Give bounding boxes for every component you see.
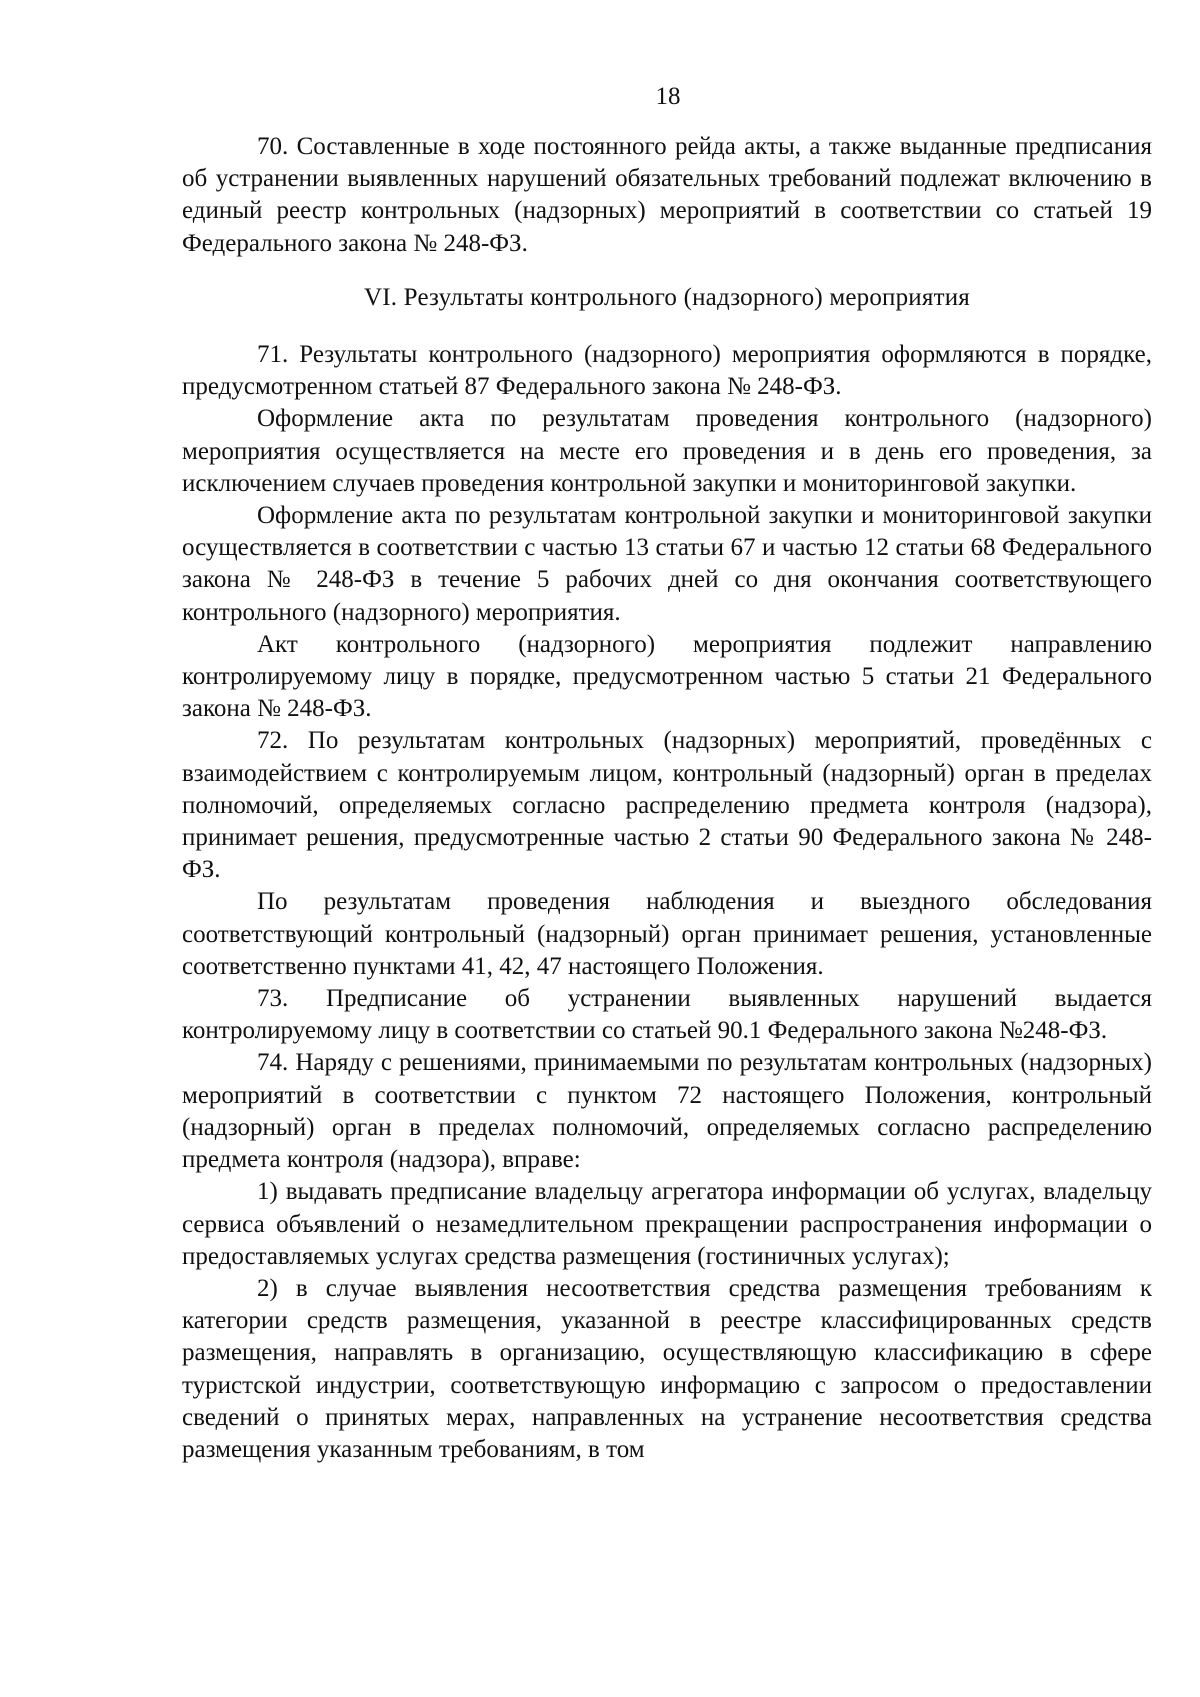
- paragraph-70: 70. Составленные в ходе постоянного рейда акты, а также выданные предписания об устранении выявленных нарушений обязательных требований подлежат включению в единый реестр контрольных (надзорных) мероприятий в соответствии со статьей 19 Федерального закона № 248-ФЗ.: [182, 133, 1152, 257]
- paragraph-71-act-execution: Оформление акта по результатам проведения контрольного (надзорного) мероприятия осуществляется на месте его проведения и в день его проведения, за исключением случаев проведения контрольной закупки и мониторинговой закупки.: [182, 405, 1152, 497]
- paragraph-71-purchase-act: Оформление акта по результатам контрольной закупки и мониторинговой закупки осуществляется в соответствии с частью 13 статьи 67 и частью 12 статьи 68 Федерального закона № 248-ФЗ в течение 5 рабочих дней со дня окончания соответствующего контрольного (надзорного) мероприятия.: [182, 502, 1152, 626]
- paragraph-73: 73. Предписание об устранении выявленных нарушений выдается контролируемому лицу в соответствии со статьей 90.1 Федерального закона №248-ФЗ.: [182, 985, 1152, 1045]
- paragraph-74: 74. Наряду с решениями, принимаемыми по результатам контрольных (надзорных) мероприятий в соответствии с пунктом 72 настоящего Положения, контрольный (надзорный) орган в пределах полномочий, определяемых согласно распределению предмета контроля (надзора), вправе:: [182, 1049, 1152, 1174]
- paragraph-71-act-delivery: Акт контрольного (надзорного) мероприятия подлежит направлению контролируемому лицу в порядке, предусмотренном частью 5 статьи 21 Федерального закона № 248-ФЗ.: [182, 630, 1152, 723]
- document-body: [182, 131, 1152, 1466]
- page-number: 18: [655, 83, 681, 110]
- paragraph-74-item-1: 1) выдавать предписание владельцу агрегатора информации об услугах, владельцу сервиса объявлений о незамедлительном прекращении распространения информации о предоставляемых услугах средства размещения (гостиничных услугах);: [182, 1178, 1152, 1270]
- section-heading: VI. Результаты контрольного (надзорного) мероприятия: [364, 283, 970, 311]
- paragraph-72-observation: По результатам проведения наблюдения и выездного обследования соответствующий контрольный (надзорный) орган принимает решения, установленные соответственно пунктами 41, 42, 47 настоящего Положения.: [182, 888, 1152, 980]
- paragraph-72: 72. По результатам контрольных (надзорных) мероприятий, проведённых с взаимодействием с контролируемым лицом, контрольный (надзорный) орган в пределах полномочий, определяемых согласно распределению предмета контроля (надзора), принимает решения, предусмотренные частью 2 статьи 90 Федерального закона № 248-ФЗ.: [182, 727, 1152, 884]
- paragraph-71: 71. Результаты контрольного (надзорного) мероприятия оформляются в порядке, предусмотренном статьей 87 Федерального закона № 248-ФЗ.: [182, 341, 1152, 401]
- paragraph-74-item-2: 2) в случае выявления несоответствия средства размещения требованиям к категории средств размещения, указанной в реестре классифицированных средств размещения, направлять в организацию, осуществляющую классификацию в сфере туристской индустрии, соответствующую информацию с запросом о предоставлении сведений о принятых мерах, направленных на устранение несоответствия средства размещения указанным требованиям, в том: [182, 1274, 1152, 1463]
